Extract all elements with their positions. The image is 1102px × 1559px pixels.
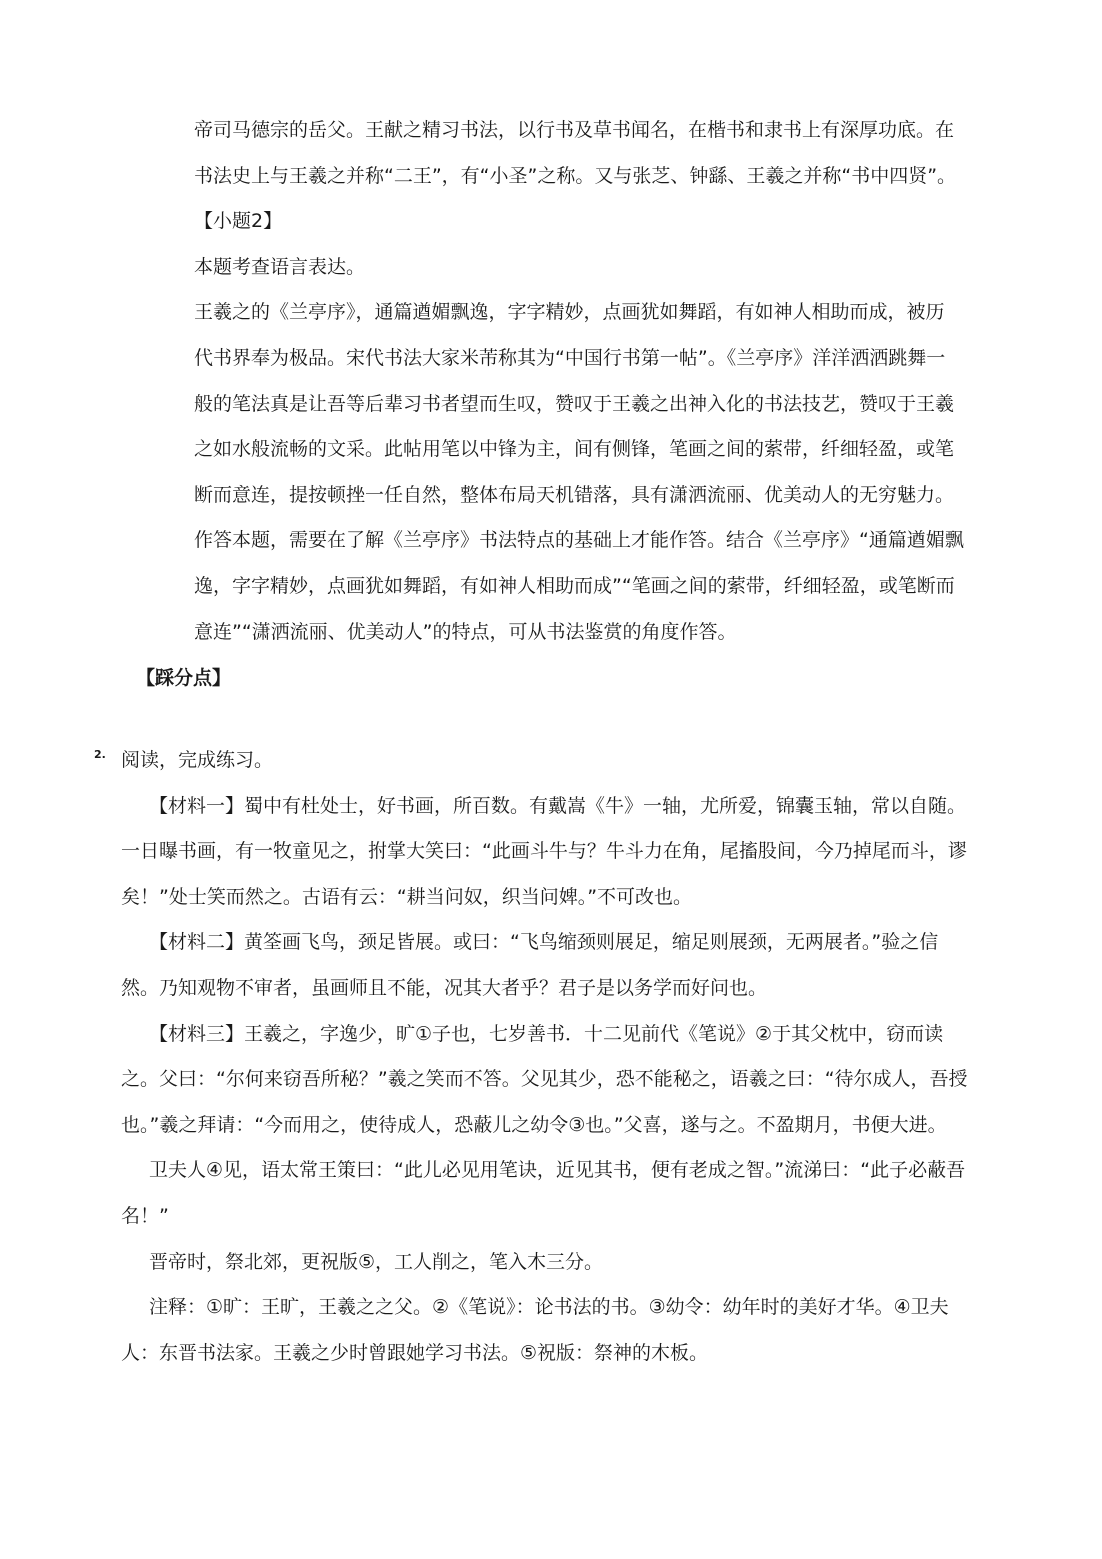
- material-line: 【材料三】王羲之，字逸少，旷①子也，七岁善书．十二见前代《笔说》②于其父枕中，窃而读: [149, 1022, 944, 1045]
- material-line: 也。”羲之拜请：“今而用之，使待成人，恐蔽儿之幼令③也。”父喜，遂与之。不盈期月，书便大进。: [121, 1113, 947, 1136]
- material-line: 【材料二】黄筌画飞鸟，颈足皆展。或曰：“飞鸟缩颈则展足，缩足则展颈，无两展者。”验之信: [149, 931, 939, 954]
- material-line: 一日曝书画，有一牧童见之，拊掌大笑曰：“此画斗牛与？牛斗力在角，尾搐股间，今乃掉尾而斗，谬: [121, 840, 967, 863]
- analysis-line: 王羲之的《兰亭序》，通篇遒媚飘逸，字字精妙，点画犹如舞蹈，有如神人相助而成，被历: [194, 301, 945, 324]
- analysis-line: 般的笔法真是让吾等后辈习书者望而生叹，赞叹于王羲之出神入化的书法技艺，赞叹于王羲: [194, 392, 955, 415]
- material-line: 矣！”处士笑而然之。古语有云：“耕当问奴，织当问婢。”不可改也。: [121, 885, 693, 908]
- material-line: 然。乃知观物不审者，虽画师且不能，况其大者乎？君子是以务学而好问也。: [121, 976, 768, 999]
- analysis-line: 帝司马德宗的岳父。王献之精习书法，以行书及草书闻名，在楷书和隶书上有深厚功底。在: [194, 119, 955, 141]
- footnote-line: 人：东晋书法家。王羲之少时曾跟她学习书法。⑤祝版：祭神的木板。: [121, 1341, 709, 1364]
- material-line: 晋帝时，祭北郊，更祝版⑤，工人削之，笔入木三分。: [149, 1250, 604, 1273]
- analysis-line: 意连”“潇洒流丽、优美动人”的特点，可从书法鉴赏的角度作答。: [194, 620, 737, 643]
- analysis-line: 逸，字字精妙，点画犹如舞蹈，有如神人相助而成”“笔画之间的萦带，纤细轻盈，或笔断而: [194, 574, 955, 597]
- subquestion-heading: 【小题2】: [194, 210, 283, 233]
- material-line: 卫夫人④见，语太常王策曰：“此儿必见用笔诀，近见其书，便有老成之智。”流涕曰：“此子必蔽吾: [149, 1159, 966, 1182]
- analysis-line: 书法史上与王羲之并称“二王”，有“小圣”之称。又与张芝、钟繇、王羲之并称“书中四贤”。: [194, 164, 957, 187]
- material-line: 名！”: [121, 1204, 169, 1227]
- question-body: [121, 738, 1011, 1376]
- analysis-line: 作答本题，需要在了解《兰亭序》书法特点的基础上才能作答。结合《兰亭序》“通篇遒媚飘: [194, 529, 964, 552]
- question-prompt: 阅读，完成练习。: [121, 749, 274, 771]
- material-line: 之。父曰：“尔何来窃吾所秘？”羲之笑而不答。父见其少，恐不能秘之，语羲之曰：“待尔成人，吾授: [121, 1068, 968, 1091]
- analysis-line: 断而意连，提按顿挫一任自然，整体布局天机错落，具有潇洒流丽、优美动人的无穷魅力。: [194, 483, 955, 506]
- scoring-points-heading: 【踩分点】: [136, 667, 232, 689]
- analysis-topic: 本题考查语言表达。: [194, 255, 366, 278]
- material-line: 【材料一】蜀中有杜处士，好书画，所百数。有戴嵩《牛》一轴，尤所爱，锦囊玉轴，常以自随。: [149, 794, 967, 817]
- footnote-line: 注释：①旷：王旷，王羲之之父。②《笔说》：论书法的书。③幼令：幼年时的美好才华。④卫夫: [149, 1296, 949, 1319]
- question-number: 2.: [94, 748, 106, 761]
- analysis-line: 代书界奉为极品。宋代书法大家米芾称其为“中国行书第一帖”。《兰亭序》洋洋洒洒跳舞一: [194, 346, 946, 369]
- analysis-line: 之如水般流畅的文采。此帖用笔以中锋为主，间有侧锋，笔画之间的萦带，纤细轻盈，或笔: [194, 438, 955, 461]
- answer-analysis: [194, 108, 994, 655]
